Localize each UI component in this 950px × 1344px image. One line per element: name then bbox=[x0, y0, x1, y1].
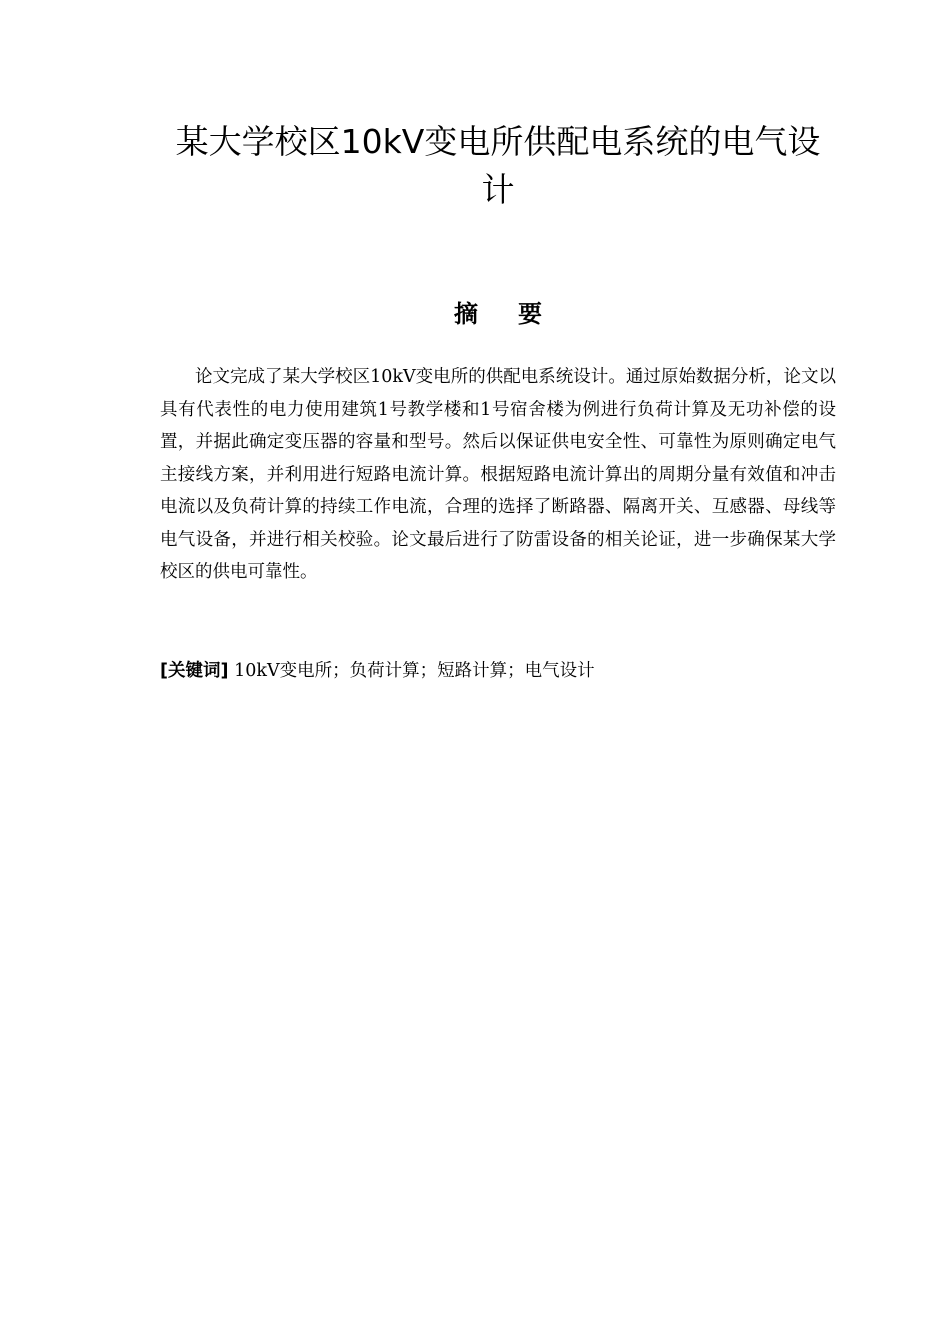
keywords-label: [关键词] bbox=[160, 661, 229, 681]
keywords-line bbox=[160, 656, 836, 686]
abstract-paragraph: 论文完成了某大学校区10kV变电所的供配电系统设计。通过原始数据分析，论文以具有代表性的电力使用建筑1号教学楼和1号宿舍楼为例进行负荷计算及无功补偿的设置，并据此确定变压器的容量和型号。然后以保证供电安全性、可靠性为原则确定电气主接线方案，并利用进行短路电流计算。根据短路电流计算出的周期分量有效值和冲击电流以及负荷计算的持续工作电流，合理的选择了断路器、隔离开关、互感器、母线等电气设备，并进行相关校验。论文最后进行了防雷设备的相关论证，进一步确保某大学校区的供电可靠性。 bbox=[160, 367, 836, 582]
abstract-heading: 摘要 bbox=[454, 300, 582, 328]
keywords-text: 10kV变电所；负荷计算；短路计算；电气设计 bbox=[234, 661, 595, 681]
document-title: 某大学校区10kV变电所供配电系统的电气设计 bbox=[175, 122, 821, 209]
